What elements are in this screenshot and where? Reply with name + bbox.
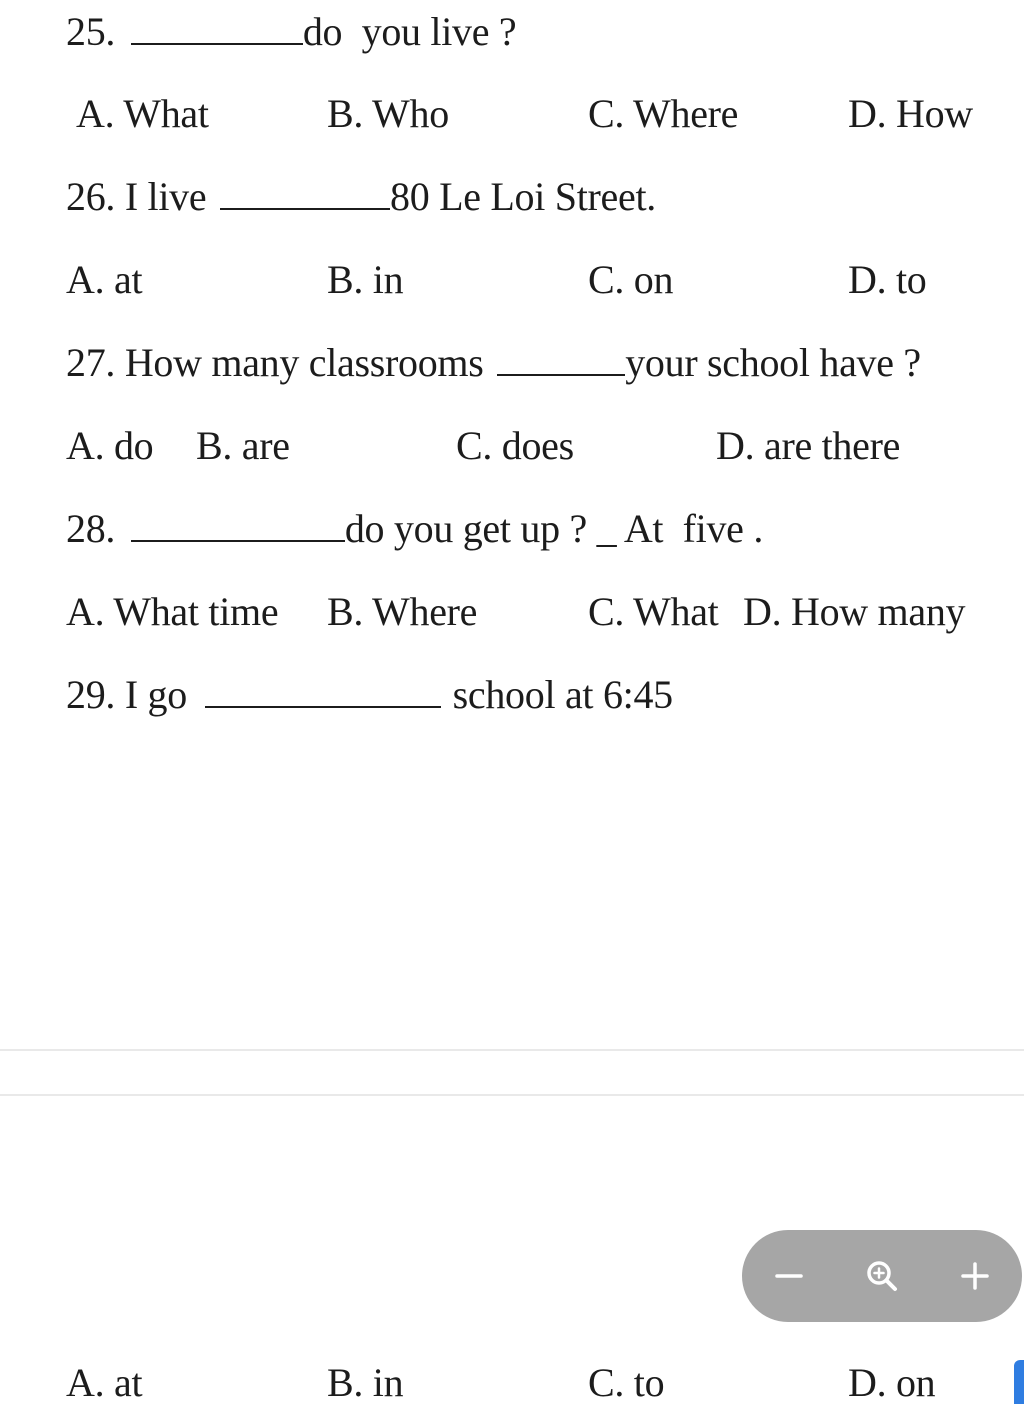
option-a[interactable]: A. What time <box>66 589 279 634</box>
option-b[interactable]: B. Where <box>327 589 478 634</box>
answer-blank <box>205 672 441 708</box>
plus-icon <box>958 1259 992 1293</box>
option-a[interactable]: A. at <box>66 1360 143 1405</box>
question-number: 29. <box>66 672 116 717</box>
option-d[interactable]: D. are there <box>716 423 901 468</box>
option-b[interactable]: B. in <box>327 257 404 302</box>
question-number: 27. <box>66 340 116 385</box>
option-d[interactable]: D. to <box>848 257 927 302</box>
question-text-before: I live <box>124 174 207 219</box>
question-text-after: do you live ? <box>302 9 517 54</box>
question-text-after: 80 Le Loi Street. <box>390 174 656 219</box>
option-a[interactable]: A. What <box>76 91 209 136</box>
question-number: 25. <box>66 9 116 54</box>
question-28-stem <box>66 505 763 553</box>
option-c[interactable]: C. on <box>588 257 674 302</box>
option-a[interactable]: A. at <box>66 257 143 302</box>
magnifier-plus-icon <box>864 1258 900 1294</box>
zoom-controls <box>742 1230 1022 1322</box>
question-number: 26. <box>66 174 116 219</box>
option-b[interactable]: B. Who <box>327 91 449 136</box>
page-divider <box>0 1049 1024 1051</box>
question-text-before: How many classrooms <box>124 340 484 385</box>
answer-blank <box>220 174 390 210</box>
option-d[interactable]: D. on <box>848 1360 936 1405</box>
option-b[interactable]: B. are <box>196 423 290 468</box>
answer-blank <box>131 9 303 45</box>
option-c[interactable]: C. Where <box>588 91 739 136</box>
option-d[interactable]: D. How <box>848 91 973 136</box>
side-panel-tab[interactable] <box>1014 1360 1024 1404</box>
option-c[interactable]: C. does <box>456 423 574 468</box>
question-text-after: school at 6:45 <box>452 672 673 717</box>
minus-icon <box>772 1259 806 1293</box>
question-25-stem <box>66 8 516 56</box>
question-27-stem <box>66 339 921 387</box>
question-text-before: I go <box>124 672 187 717</box>
zoom-button[interactable] <box>852 1246 912 1306</box>
option-d[interactable]: D. How many <box>743 589 966 634</box>
option-c[interactable]: C. to <box>588 1360 665 1405</box>
zoom-in-button[interactable] <box>945 1246 1005 1306</box>
answer-blank <box>131 506 345 542</box>
question-text-after: do you get up ? _ At five . <box>344 506 764 551</box>
question-29-stem <box>66 671 673 719</box>
question-text-after: your school have ? <box>625 340 921 385</box>
option-c[interactable]: C. What <box>588 589 719 634</box>
option-b[interactable]: B. in <box>327 1360 404 1405</box>
question-number: 28. <box>66 506 116 551</box>
answer-blank <box>497 340 625 376</box>
option-a[interactable]: A. do <box>66 423 154 468</box>
zoom-out-button[interactable] <box>759 1246 819 1306</box>
page-divider <box>0 1094 1024 1096</box>
question-26-stem <box>66 173 656 221</box>
